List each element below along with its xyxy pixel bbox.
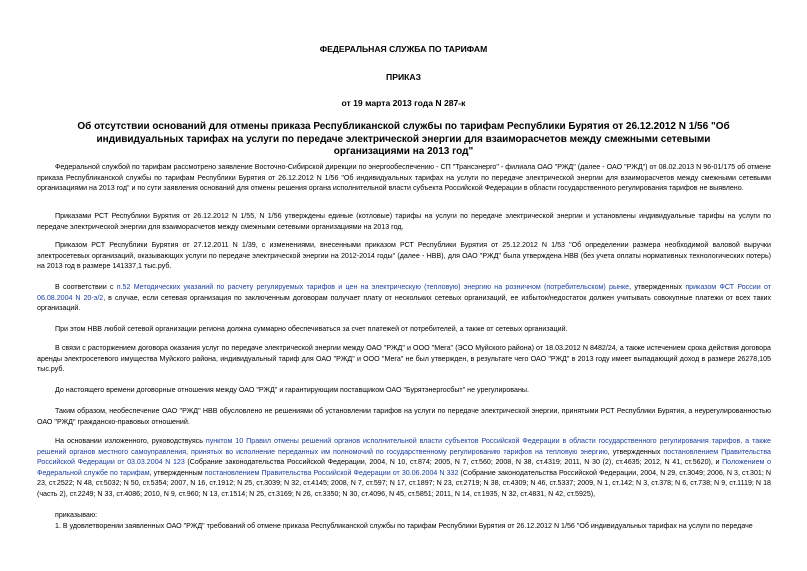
link-methodical-instructions[interactable]: п.52 Методических указаний по расчету регулируемых тарифов и цен на электрическую (тепловую) энергию на розничном (потребительском) рынке [116, 283, 630, 291]
paragraph-9-text-a: На основании изложенного, руководствуясь [55, 437, 206, 445]
date-number: от 19 марта 2013 года N 287-к [341, 98, 466, 108]
paragraph-9-text-b: , утвержденных [607, 447, 664, 456]
paragraph-order-1: 1. В удовлетворении заявленных ОАО "РЖД" требований об отмене приказа Республиканской службы по тарифам Республики Бурятия от 26.12.2012 N 1/56 "Об индивидуальных тарифах на услуги по передаче [55, 522, 753, 530]
paragraph-9 [37, 436, 771, 500]
link-fst-order[interactable]: приказом ФСТ России от 06.08.2004 N 20-э/2 [37, 283, 772, 302]
agency-heading: ФЕДЕРАЛЬНАЯ СЛУЖБА ПО ТАРИФАМ [319, 44, 488, 54]
order-word: приказываю: [55, 511, 98, 519]
paragraph-6: В связи с расторжением договора оказания услуг по передаче электрической энергии между ОАО "РЖД" и ООО "Мега" (ЭСО Муйского района) от 18.03.2012 N 8482/24, а также истечением срока действия договора аренды электросетевого имущества Муйского района, индивидуальный тариф для ОАО "РЖД" и ООО "Мега" не был утвержден, в результате чего ОАО "РЖД" в 2013 году имеет выпадающий доход в размере 26278,105 тыс.руб. [37, 344, 771, 374]
link-fst-regulation[interactable]: Положением о Федеральной службе по тарифам [37, 458, 771, 477]
link-resolution-123[interactable]: постановлением Правительства Российской Федерации от 03.03.2004 N 123 [37, 447, 771, 467]
paragraph-4-text-b: , утвержденных [629, 283, 686, 291]
paragraph-4-text-c: , в случае, если сетевая организация по заключенным договорам получает плату от нескольких сетевых организаций, ее избыток/недостаток должен учитывать совокупные платежи от всех таких организаций. [37, 293, 772, 313]
paragraph-1: Федеральной службой по тарифам рассмотрено заявление Восточно-Сибирской дирекции по энергообеспечению - СП "Трансэнерго" - филиала ОАО "РЖД" (далее - ОАО "РЖД") от 08.02.2013 N 96-01/175 об отмене приказа Республиканской службы по тарифам Республики Бурятия от 26.12.2012 N 1/56 "Об индивидуальных тарифах на услуги по передаче электрической энергии для взаиморасчетов между смежными сетевыми организациями на 2013 год" и по сути заявления оснований для отмены решения органа исполнительной власти субъекта Российской Федерации в области государственного регулирования тарифов не выявлено. [37, 163, 771, 193]
paragraph-9-text-e: (Собрание законодательства Российской Федерации, 2004, N 29, ст.3049; 2006, N 3, ст.301; N 23, ст.2522; N 48, ст.5032; N 50, ст.5354; 2007, N 16, ст.1912; N 25, ст.3039; N 32, ст.4145; 2008, N 7, ст.597; N 17, ст.1897; N 23, ст.2719; N 38, ст.4309; N 46, ст.5337; 2009, N 1, ст.142; N 3, ст.378; N 6, ст.738; N 9, ст.1119; N 18 (часть 2), ст.2249; N 33, ст.4086; 2010, N 9, ст.960; N 13, ст.1514; N 25, ст.3169; N 26, ст.3350; N 30, ст.4096, N 45, ст.5851; 2011, N 14, ст.1935, N 32, ст.4831, N 42, ст.5925), [37, 468, 772, 498]
paragraph-4-text-a: В соответствии с [55, 283, 117, 291]
paragraph-8: Таким образом, необеспечение ОАО "РЖД" НВВ обусловлено не решениями об установлении тарифов на услуги по передаче электрической энергии, принятыми РСТ Республики Бурятия, а неурегулированностью ОАО "РЖД" гражданско-правовых отношений. [37, 407, 771, 426]
paragraph-2: Приказами РСТ Республики Бурятия от 26.12.2012 N 1/55, N 1/56 утверждены единые (котловые) тарифы на услуги по передаче электрической энергии и установлены индивидуальные тарифы на услуги по передаче электрической энергии для взаиморасчетов между смежными сетевыми организациями на 2013 год. [37, 212, 771, 231]
paragraph-4 [37, 282, 771, 314]
link-rules-item-10[interactable]: пунктом 10 Правил отмены решений органов исполнительной власти субъектов Российской Федерации в области государственного регулирования тарифов, а также решений органов местного самоуправления, принятых во исполнение переданных им полномочий по государственному регулированию тарифов на тепловую энергию [37, 437, 771, 456]
doc-type-heading: ПРИКАЗ [386, 72, 421, 82]
paragraph-5: При этом НВВ любой сетевой организации региона должна суммарно обеспечиваться за счет платежей от потребителей, а также от сетевых организаций. [55, 325, 568, 333]
link-resolution-332[interactable]: постановлением Правительства Российской Федерации от 30.06.2004 N 332 [204, 468, 459, 477]
paragraph-9-text-d: , утвержденным [149, 468, 205, 477]
paragraph-3: Приказом РСТ Республики Бурятия от 27.12.2011 N 1/39, с изменениями, внесенными приказом РСТ Республики Бурятия от 25.12.2012 N 1/53 "Об определении размера необходимой валовой выручки электросетевых организаций, оказывающих услуги по передаче электрической энергии на 2012-2014 годы" (далее - НВВ), для ОАО "РЖД" была утверждена НВВ (без учета оплаты нормативных технологических потерь) на 2013 год в размере 141337,1 тыс.руб. [37, 241, 771, 271]
paragraph-9-text-c: (Собрание законодательства Российской Федерации, 2004, N 10, ст.874; 2005, N 7, ст.560; 2008, N 38, ст.4319; 2011, N 30 (2), ст.4635; 2012, N 41, ст.5620), и [184, 458, 723, 467]
paragraph-7: До настоящего времени договорные отношения между ОАО "РЖД" и гарантирующим поставщиком ОАО "Бурятэнергосбыт" не урегулированы. [55, 386, 529, 394]
document-title: Об отсутствии оснований для отмены приказа Республиканской службы по тарифам Республики Бурятия от 26.12.2012 N 1/56 "Об индивидуальных тарифах на услуги по передаче электрической энергии для взаиморасчетов между смежными сетевыми организациями на 2013 год" [77, 121, 730, 157]
